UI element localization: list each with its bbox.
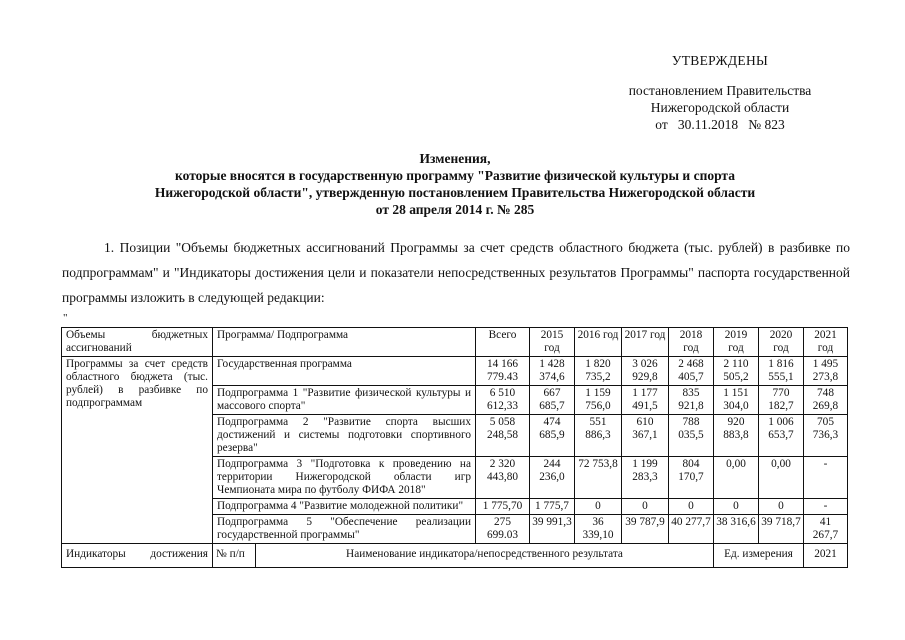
indicators-name: Наименование индикатора/непосредственного результата bbox=[256, 544, 714, 567]
cell-total: 275 699.03 bbox=[476, 515, 530, 544]
cell-2019: 0 bbox=[714, 499, 759, 515]
cell-2017: 3 026 929,8 bbox=[622, 357, 669, 386]
row-name: Подпрограмма 2 "Развитие спорта высших достижений и системы подготовки спортивного резерва" bbox=[213, 415, 476, 457]
document-title bbox=[60, 150, 850, 218]
paragraph-text: 1. Позиции "Объемы бюджетных ассигнований Программы за счет средств областного бюджета (тыс. рублей) в разбивке по подпрограммам" и "Индикаторы достижения цели и показатели непосредственных результатов Программы" паспорта государственной программы изложить в следующей редакции: bbox=[62, 240, 850, 305]
cell-2019: 1 151 304,0 bbox=[714, 386, 759, 415]
left-label-1: Объемы бюджетных ассигнований bbox=[62, 328, 213, 357]
header-2016: 2016 год bbox=[575, 328, 622, 357]
row-name: Подпрограмма 5 "Обеспечение реализации государственной программы" bbox=[213, 515, 476, 544]
cell-total: 14 166 779.43 bbox=[476, 357, 530, 386]
cell-2015: 474 685,9 bbox=[530, 415, 575, 457]
cell-2017: 39 787,9 bbox=[622, 515, 669, 544]
cell-2018: 2 468 405,7 bbox=[669, 357, 714, 386]
budget-table bbox=[61, 327, 848, 568]
cell-2020: 1 006 653,7 bbox=[759, 415, 804, 457]
cell-2020: 1 816 555,1 bbox=[759, 357, 804, 386]
cell-2021: 748 269,8 bbox=[804, 386, 848, 415]
quote-mark: " bbox=[63, 312, 68, 324]
header-2018: 2018 год bbox=[669, 328, 714, 357]
cell-total: 2 320 443,80 bbox=[476, 457, 530, 499]
cell-2021: 1 495 273,8 bbox=[804, 357, 848, 386]
cell-2019: 920 883,8 bbox=[714, 415, 759, 457]
cell-2021: - bbox=[804, 499, 848, 515]
row-name: Подпрограмма 4 "Развитие молодежной политики" bbox=[213, 499, 476, 515]
left-label-2: Программы за счет средств областного бюджета (тыс. рублей) в разбивке по подпрограммам bbox=[62, 357, 213, 544]
approval-line-2: Нижегородской области bbox=[650, 100, 790, 115]
cell-2020: 770 182,7 bbox=[759, 386, 804, 415]
indicators-combined-cell bbox=[213, 544, 804, 568]
cell-total: 6 510 612,33 bbox=[476, 386, 530, 415]
row-name: Подпрограмма 3 "Подготовка к проведению на территории Нижегородской области игр Чемпионата мира по футболу ФИФА 2018" bbox=[213, 457, 476, 499]
cell-total: 1 775,70 bbox=[476, 499, 530, 515]
indicators-num: № п/п bbox=[213, 544, 256, 567]
cell-2018: 0 bbox=[669, 499, 714, 515]
title-line-2: которые вносятся в государственную программу "Развитие физической культуры и спорта bbox=[175, 168, 735, 183]
header-2021: 2021 год bbox=[804, 328, 848, 357]
cell-2015: 667 685,7 bbox=[530, 386, 575, 415]
cell-2015: 39 991,3 bbox=[530, 515, 575, 544]
cell-2017: 0 bbox=[622, 499, 669, 515]
cell-2017: 1 199 283,3 bbox=[622, 457, 669, 499]
cell-2021: 41 267,7 bbox=[804, 515, 848, 544]
indicators-label: Индикаторы достижения bbox=[62, 544, 213, 568]
indicators-header-row bbox=[62, 544, 848, 568]
cell-2021: - bbox=[804, 457, 848, 499]
header-2020: 2020 год bbox=[759, 328, 804, 357]
table-header-row bbox=[62, 328, 848, 357]
header-2015: 2015 год bbox=[530, 328, 575, 357]
row-name: Подпрограмма 1 "Развитие физической культуры и массового спорта" bbox=[213, 386, 476, 415]
cell-2020: 0 bbox=[759, 499, 804, 515]
title-line-3: Нижегородской области", утвержденную постановлением Правительства Нижегородской области bbox=[154, 185, 756, 200]
cell-2019: 2 110 505,2 bbox=[714, 357, 759, 386]
cell-2020: 39 718,7 bbox=[759, 515, 804, 544]
cell-2020: 0,00 bbox=[759, 457, 804, 499]
cell-2016: 1 820 735,2 bbox=[575, 357, 622, 386]
cell-2017: 610 367,1 bbox=[622, 415, 669, 457]
header-2017: 2017 год bbox=[622, 328, 669, 357]
approval-heading: УТВЕРЖДЕНЫ bbox=[671, 53, 769, 68]
cell-2016: 0 bbox=[575, 499, 622, 515]
approval-line-3: от 30.11.2018 № 823 bbox=[655, 117, 785, 132]
cell-2018: 40 277,7 bbox=[669, 515, 714, 544]
cell-2018: 788 035,5 bbox=[669, 415, 714, 457]
cell-2015: 244 236,0 bbox=[530, 457, 575, 499]
table-row bbox=[62, 357, 848, 386]
cell-2019: 38 316,6 bbox=[714, 515, 759, 544]
cell-2016: 36 339,10 bbox=[575, 515, 622, 544]
cell-2021: 705 736,3 bbox=[804, 415, 848, 457]
header-program: Программа/ Подпрограмма bbox=[213, 328, 476, 357]
cell-2016: 551 886,3 bbox=[575, 415, 622, 457]
cell-2019: 0,00 bbox=[714, 457, 759, 499]
indicators-unit: Ед. измерения bbox=[724, 548, 793, 560]
cell-2016: 1 159 756,0 bbox=[575, 386, 622, 415]
cell-2018: 804 170,7 bbox=[669, 457, 714, 499]
cell-2015: 1 775,7 bbox=[530, 499, 575, 515]
cell-2015: 1 428 374,6 bbox=[530, 357, 575, 386]
row-name: Государственная программа bbox=[213, 357, 476, 386]
cell-total: 5 058 248,58 bbox=[476, 415, 530, 457]
title-line-4: от 28 апреля 2014 г. № 285 bbox=[375, 202, 535, 217]
cell-2016: 72 753,8 bbox=[575, 457, 622, 499]
header-total: Всего bbox=[476, 328, 530, 357]
body-paragraph bbox=[62, 235, 850, 310]
cell-2018: 835 921,8 bbox=[669, 386, 714, 415]
approval-line-1: постановлением Правительства bbox=[628, 83, 812, 98]
title-line-1: Изменения, bbox=[419, 151, 491, 166]
indicators-year: 2021 bbox=[804, 544, 848, 568]
header-2019: 2019 год bbox=[714, 328, 759, 357]
cell-2017: 1 177 491,5 bbox=[622, 386, 669, 415]
